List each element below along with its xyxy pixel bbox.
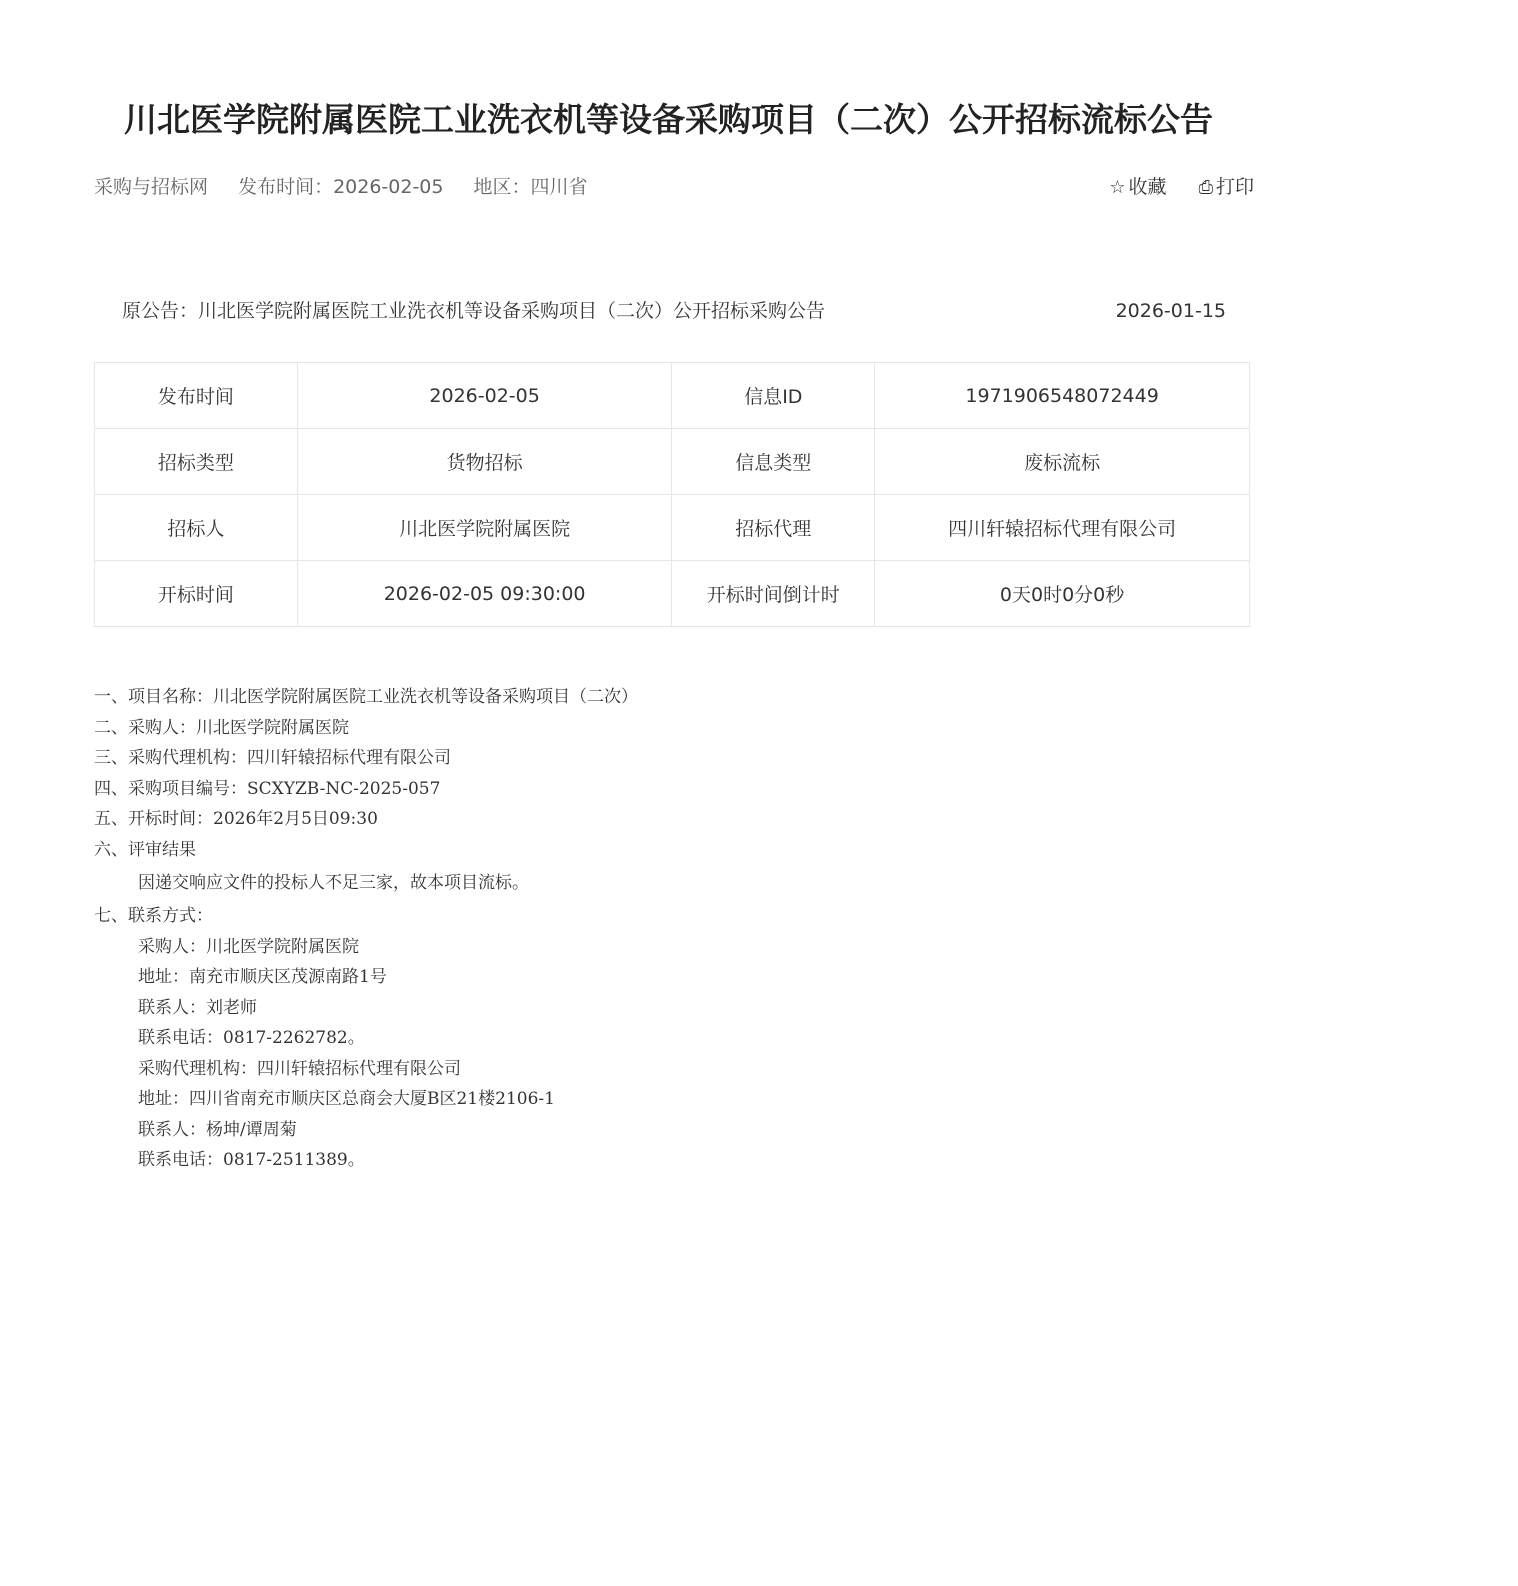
contact-line: 联系人：刘老师 [138, 997, 257, 1018]
table-value: 1971906548072449 [875, 363, 1250, 429]
table-row [95, 363, 1250, 429]
table-value: 川北医学院附属医院 [297, 495, 672, 561]
project-name-line: 一、项目名称：川北医学院附属医院工业洗衣机等设备采购项目（二次） [94, 687, 638, 707]
table-value: 四川轩辕招标代理有限公司 [875, 495, 1250, 561]
table-key: 招标代理 [672, 495, 875, 561]
table-key: 发布时间 [95, 363, 298, 429]
meta-bar [94, 172, 1254, 202]
contact-line: 地址：四川省南充市顺庆区总商会大厦B区21楼2106-1 [138, 1089, 555, 1109]
contact-heading: 七、联系方式： [94, 906, 213, 926]
star-outline-icon: ☆ [1109, 177, 1126, 198]
table-value: 2026-02-05 09:30:00 [297, 561, 672, 627]
region-label: 地区：四川省 [473, 176, 588, 198]
meta-actions [1083, 172, 1254, 203]
original-notice-date: 2026-01-15 [1115, 300, 1226, 322]
original-notice-row [122, 296, 1226, 326]
table-row [95, 495, 1250, 561]
table-key: 信息类型 [672, 429, 875, 495]
favorite-button[interactable] [1109, 172, 1166, 203]
review-result-heading: 六、评审结果 [94, 839, 196, 860]
table-key: 招标类型 [95, 429, 298, 495]
page-title: 川北医学院附属医院工业洗衣机等设备采购项目（二次）公开招标流标公告 [124, 100, 1213, 139]
table-value: 货物招标 [297, 429, 672, 495]
info-table [94, 362, 1250, 627]
table-key: 开标时间 [95, 561, 298, 627]
favorite-label: 收藏 [1128, 176, 1167, 198]
print-label: 打印 [1215, 176, 1254, 198]
contact-line: 联系人：杨坤/谭周菊 [138, 1119, 297, 1140]
table-row [95, 429, 1250, 495]
original-notice-link[interactable]: 原公告：川北医学院附属医院工业洗衣机等设备采购项目（二次）公开招标采购公告 [122, 300, 826, 322]
agency-line: 三、采购代理机构：四川轩辕招标代理有限公司 [94, 748, 451, 768]
announcement-content [94, 682, 1244, 1176]
table-value: 废标流标 [875, 429, 1250, 495]
printer-icon: ⎙ [1198, 177, 1213, 198]
print-button[interactable] [1199, 172, 1254, 203]
contact-line: 采购代理机构：四川轩辕招标代理有限公司 [138, 1058, 461, 1079]
table-value: 2026-02-05 [297, 363, 672, 429]
table-key: 招标人 [95, 495, 298, 561]
contact-line: 联系电话：0817-2262782。 [138, 1028, 365, 1048]
review-result-text: 因递交响应文件的投标人不足三家，故本项目流标。 [138, 873, 529, 893]
publish-time-label: 发布时间：2026-02-05 [238, 176, 444, 198]
contact-line: 采购人：川北医学院附属医院 [138, 936, 359, 957]
contact-line: 地址：南充市顺庆区茂源南路1号 [138, 967, 387, 987]
countdown-value: 0天0时0分0秒 [875, 561, 1250, 627]
purchaser-line: 二、采购人：川北医学院附属医院 [94, 717, 349, 738]
contact-line: 联系电话：0817-2511389。 [138, 1150, 365, 1170]
table-key: 信息ID [672, 363, 875, 429]
opening-time-line: 五、开标时间：2026年2月5日09:30 [94, 809, 378, 829]
table-key: 开标时间倒计时 [672, 561, 875, 627]
source-label: 采购与招标网 [94, 176, 209, 198]
meta-info [94, 172, 1254, 202]
table-row [95, 561, 1250, 627]
project-number-line: 四、采购项目编号：SCXYZB-NC-2025-057 [94, 778, 441, 799]
